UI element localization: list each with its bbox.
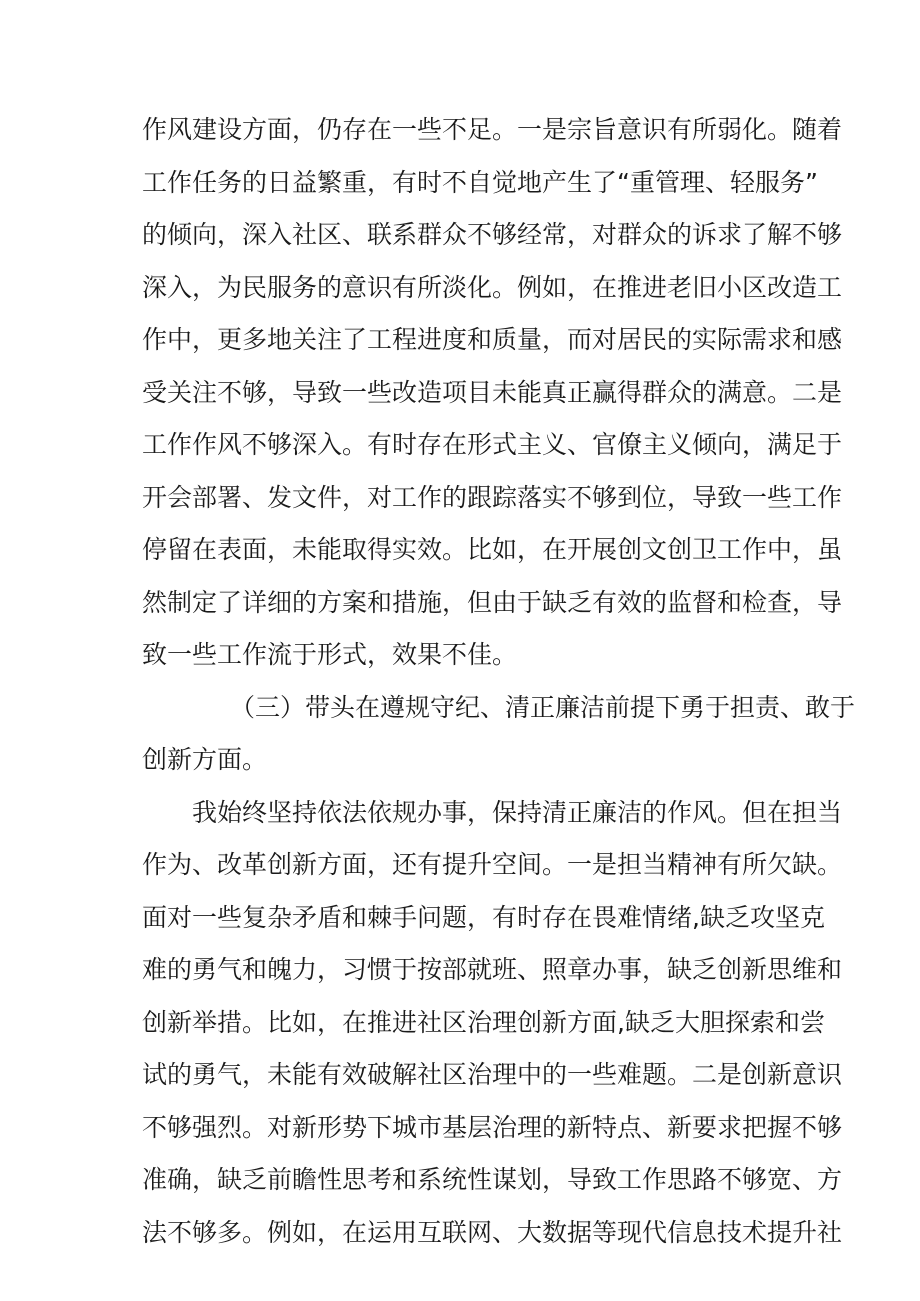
paragraph-2-line: 我始终坚持依法依规办事，保持清正廉洁的作风。但在担当 (192, 797, 843, 827)
paragraph-1-line: 深入，为民服务的意识有所淡化。例如，在推进老旧小区改造工 (142, 272, 843, 302)
paragraph-2-line: 准确，缺乏前瞻性思考和系统性谋划，导致工作思路不够宽、方 (142, 1165, 843, 1194)
paragraph-2-line: 作为、改革创新方面，还有提升空间。一是担当精神有所欠缺。 (142, 850, 843, 879)
paragraph-1-line: 然制定了详细的方案和措施，但由于缺乏有效的监督和检查，导 (142, 587, 843, 617)
paragraph-1-line: 工作作风不够深入。有时存在形式主义、官僚主义倾向，满足于 (142, 430, 843, 459)
paragraph-2-line: 不够强烈。对新形势下城市基层治理的新特点、新要求把握不够 (142, 1112, 843, 1142)
paragraph-2-line: 难的勇气和魄力，习惯于按部就班、照章办事，缺乏创新思维和 (142, 955, 843, 984)
paragraph-2-line: 创新举措。比如，在推进社区治理创新方面,缺乏大胆探索和尝 (142, 1007, 825, 1037)
paragraph-2-line: 面对一些复杂矛盾和棘手问题，有时存在畏难情绪,缺乏攻坚克 (142, 902, 825, 932)
paragraph-1-line: 受关注不够，导致一些改造项目未能真正赢得群众的满意。二是 (142, 377, 843, 407)
paragraph-2-line: 法不够多。例如，在运用互联网、大数据等现代信息技术提升社 (142, 1217, 843, 1247)
paragraph-1-line: 工作任务的日益繁重，有时不自觉地产生了“重管理、轻服务” (142, 167, 818, 197)
paragraph-1-line: 作中，更多地关注了工程进度和质量，而对居民的实际需求和感 (142, 325, 843, 354)
paragraph-1-line: 开会部署、发文件，对工作的跟踪落实不够到位，导致一些工作 (142, 482, 843, 512)
paragraph-1-line: 停留在表面，未能取得实效。比如，在开展创文创卫工作中，虽 (142, 535, 843, 564)
section-heading-line: 创新方面。 (142, 745, 268, 774)
document-body (142, 104, 856, 1259)
paragraph-2-line: 试的勇气，未能有效破解社区治理中的一些难题。二是创新意识 (142, 1060, 843, 1089)
section-heading-line: （三）带头在遵规守纪、清正廉洁前提下勇于担责、敢于 (230, 692, 856, 722)
paragraph-1-line: 的倾向，深入社区、联系群众不够经常，对群众的诉求了解不够 (142, 220, 843, 249)
paragraph-1-line: 作风建设方面，仍存在一些不足。一是宗旨意识有所弱化。随着 (142, 115, 843, 144)
paragraph-1-line: 致一些工作流于形式，效果不佳。 (142, 640, 518, 669)
